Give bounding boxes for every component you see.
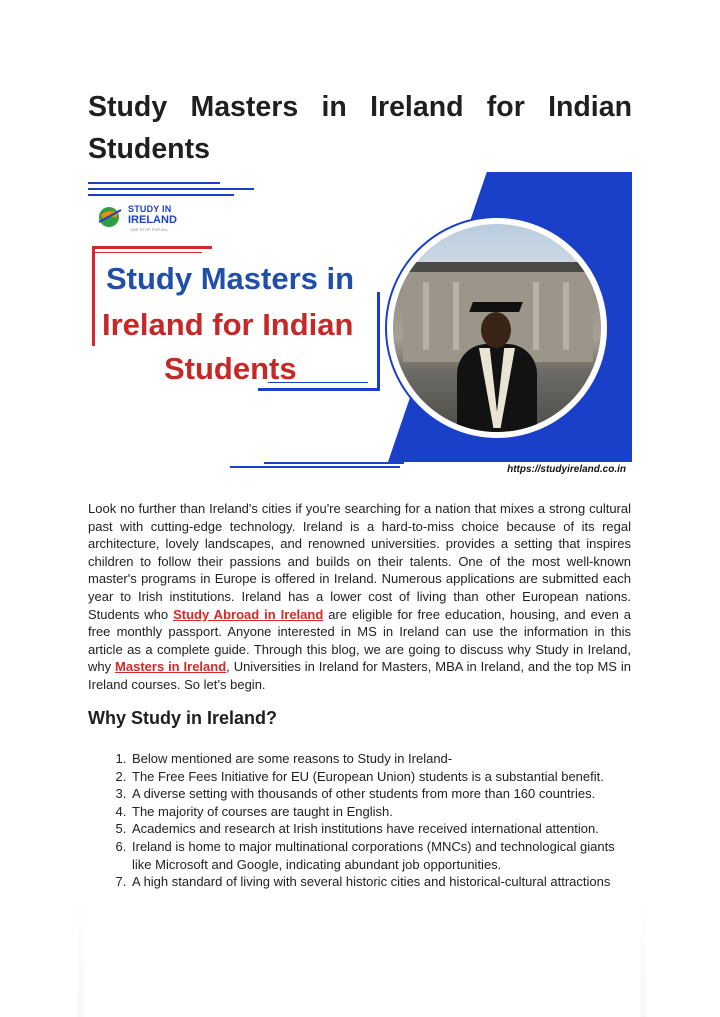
- frame-red-top: [92, 246, 212, 249]
- logo-line-1: STUDY IN: [128, 204, 172, 214]
- hero-banner: [88, 172, 632, 484]
- logo-tagline: ONE STOP FOR ALL: [130, 227, 169, 232]
- graduate-photo: [393, 224, 601, 432]
- frame-red-top-thin: [92, 252, 202, 253]
- photo-pillar: [423, 282, 429, 350]
- intro-text-2: are eligible for free education, housing, and even a free monthly passport. Anyone interested in MS in Ireland can use the information in this article as a complete guide. Through this blog, we are going to discuss why Study in Ireland, why: [88, 606, 631, 675]
- list-item: 5. Academics and research at Irish institutions have received international attention.: [130, 820, 632, 838]
- section-heading: Why Study in Ireland?: [88, 708, 278, 728]
- list-item: 3. A diverse setting with thousands of other students from more than 160 countries.: [130, 785, 632, 803]
- intro-text-3: , Universities in Ireland for Masters, MBA in Ireland, and the top MS in Ireland courses. So let’s begin.: [88, 659, 632, 692]
- frame-red-left: [92, 246, 95, 346]
- study-abroad-ireland-link[interactable]: Study Abroad in Ireland: [173, 606, 324, 622]
- banner-heading-line-1: Study Masters in: [106, 261, 355, 296]
- frame-blue-bottom: [258, 388, 380, 391]
- intro-paragraph: [88, 500, 631, 694]
- banner-heading-line-2: Ireland for Indian: [102, 307, 354, 342]
- banner-url: https://studyireland.co.in: [507, 464, 626, 475]
- list-item: 7. A high standard of living with several historic cities and historical-cultural attractions: [130, 873, 632, 891]
- list-item: 6. Ireland is home to major multinational corporations (MNCs) and technological giants like Microsoft and Google, indicating abundant job opportunities.: [130, 838, 632, 873]
- photo-pillar: [533, 282, 539, 350]
- frame-blue-right: [377, 292, 380, 390]
- list-item: 4. The majority of courses are taught in English.: [130, 803, 632, 821]
- list-item: 1. Below mentioned are some reasons to Study in Ireland-: [130, 750, 632, 768]
- photo-person-head: [481, 312, 511, 348]
- masters-in-ireland-link[interactable]: Masters in Ireland: [115, 659, 227, 675]
- globe-plane-icon: [96, 204, 124, 230]
- brand-logo: [96, 202, 206, 232]
- photo-building-roof: [403, 262, 593, 272]
- photo-graduation-cap: [469, 302, 523, 312]
- photo-pillar: [563, 282, 569, 350]
- list-item: 2. The Free Fees Initiative for EU (European Union) students is a substantial benefit.: [130, 768, 632, 786]
- reasons-list: [88, 750, 632, 891]
- logo-line-2: IRELAND: [128, 214, 177, 226]
- banner-heading-line-3: Students: [164, 351, 297, 386]
- page-title: Study Masters in Ireland for Indian Students: [88, 91, 632, 165]
- photo-pillar: [453, 282, 459, 350]
- intro-text-1: Look no further than Ireland's cities if you're searching for a nation that mixes a strong cultural past with cutting-edge technology. Ireland is a hard-to-miss choice because of its regal architecture, lovely landscapes, and renowned universities. provides a setting that inspires children to follow their passions and builds on their talents. One of the most well-known master's programs in Europe is offered in Ireland. Numerous applications are submitted each year to Irish institutions. Ireland has a lower cost of living than other European nations. Students who: [88, 501, 631, 622]
